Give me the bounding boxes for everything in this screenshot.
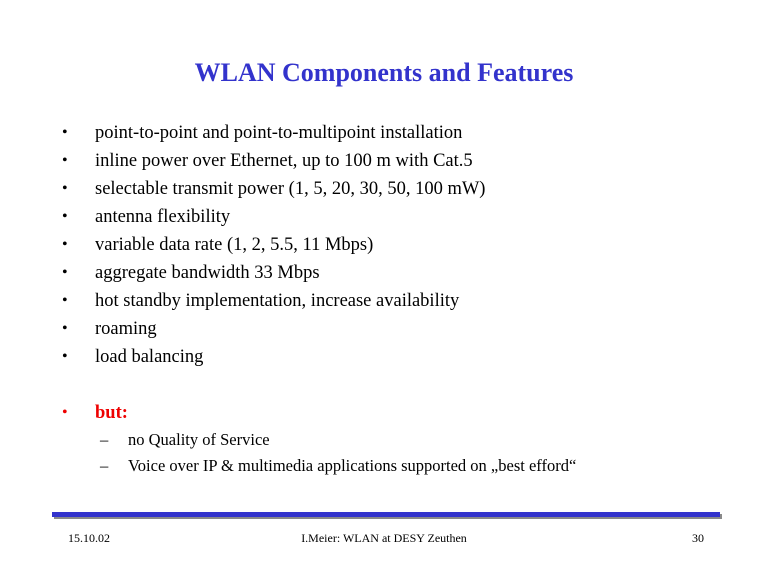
bullet-item bbox=[60, 315, 485, 343]
bullet-item bbox=[60, 203, 485, 231]
bullet-item bbox=[60, 343, 485, 371]
bullet-text: inline power over Ethernet, up to 100 m with Cat.5 bbox=[95, 151, 473, 171]
bullet-item bbox=[60, 259, 485, 287]
bullet-text: variable data rate (1, 2, 5.5, 11 Mbps) bbox=[95, 235, 374, 255]
dash-icon: – bbox=[100, 430, 109, 449]
bullet-list bbox=[60, 119, 485, 371]
sub-bullet-text: Voice over IP & multimedia applications supported on „best efford“ bbox=[128, 456, 577, 475]
bullet-item bbox=[60, 231, 485, 259]
bullet-icon: • bbox=[62, 152, 68, 169]
bullet-text: roaming bbox=[95, 319, 157, 339]
footer-date: 15.10.02 bbox=[68, 531, 110, 545]
bullet-icon: • bbox=[62, 236, 68, 253]
sub-bullet-item bbox=[100, 453, 576, 479]
bullet-icon: • bbox=[62, 320, 68, 337]
slide-title: WLAN Components and Features bbox=[194, 58, 574, 87]
bullet-text: selectable transmit power (1, 5, 20, 30, 50, 100 mW) bbox=[95, 179, 486, 199]
bullet-item bbox=[60, 175, 485, 203]
bullet-item bbox=[60, 119, 485, 147]
bullet-item bbox=[60, 147, 485, 175]
bullet-icon: • bbox=[62, 404, 68, 421]
footer-divider bbox=[52, 512, 720, 517]
page-number: 30 bbox=[692, 531, 704, 545]
but-label: but: bbox=[95, 403, 128, 423]
bullet-item bbox=[60, 287, 485, 315]
footer-author: I.Meier: WLAN at DESY Zeuthen bbox=[301, 531, 467, 545]
bullet-text: point-to-point and point-to-multipoint installation bbox=[95, 123, 463, 143]
bullet-icon: • bbox=[62, 124, 68, 141]
bullet-text: load balancing bbox=[95, 347, 204, 367]
bullet-icon: • bbox=[62, 264, 68, 281]
bullet-icon: • bbox=[62, 348, 68, 365]
sub-bullet-list bbox=[100, 427, 576, 479]
bullet-text: hot standby implementation, increase availability bbox=[95, 291, 460, 311]
sub-bullet-item bbox=[100, 427, 576, 453]
bullet-icon: • bbox=[62, 208, 68, 225]
bullet-icon: • bbox=[62, 180, 68, 197]
bullet-text: antenna flexibility bbox=[95, 207, 231, 227]
dash-icon: – bbox=[100, 456, 109, 475]
sub-bullet-text: no Quality of Service bbox=[128, 430, 270, 449]
bullet-text: aggregate bandwidth 33 Mbps bbox=[95, 263, 320, 283]
but-bullet bbox=[60, 399, 128, 427]
bullet-icon: • bbox=[62, 292, 68, 309]
